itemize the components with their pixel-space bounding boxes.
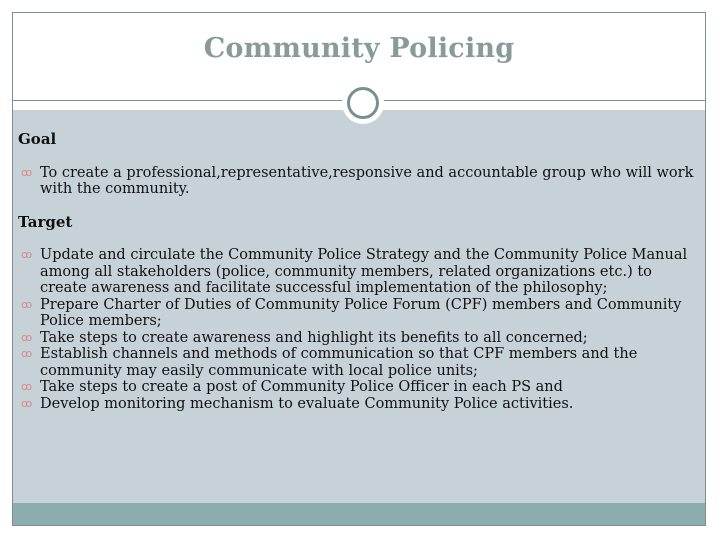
bullet-icon: ꝏ: [21, 297, 33, 311]
slide-content: [18, 128, 702, 412]
bullet-icon: ꝏ: [21, 165, 33, 179]
list-item-text: Take steps to create a post of Community Police Officer in each PS and: [40, 379, 563, 395]
list-item: [18, 396, 702, 413]
bullet-icon: ꝏ: [21, 396, 33, 410]
goal-list: [18, 165, 702, 198]
circle-ornament-icon: [342, 82, 384, 124]
ring-icon: [347, 87, 379, 119]
list-item: [18, 346, 702, 379]
list-item: [18, 247, 702, 297]
list-item-text: To create a professional,representative,responsive and accountable group who will work with the community.: [40, 164, 694, 197]
list-item-text: Establish channels and methods of communication so that CPF members and the community may easily communicate with local police units;: [40, 346, 638, 379]
list-item: [18, 330, 702, 347]
target-heading: Target: [18, 212, 73, 231]
list-item-text: Take steps to create awareness and highlight its benefits to all concerned;: [40, 329, 588, 346]
list-item-text: Update and circulate the Community Police Strategy and the Community Police Manual among all stakeholders (police, community members, related organizations etc.) to create awareness and facilitate successful implementation of the philosophy;: [40, 247, 688, 296]
bullet-icon: ꝏ: [21, 248, 33, 261]
list-item: [18, 379, 702, 396]
footer-band: [13, 503, 705, 525]
bullet-icon: ꝏ: [21, 380, 33, 393]
list-item: [18, 297, 702, 330]
bullet-icon: ꝏ: [21, 330, 33, 344]
target-list: [18, 247, 702, 412]
list-item-text: Prepare Charter of Duties of Community Police Forum (CPF) members and Community Police members;: [40, 296, 682, 329]
slide-title: Community Policing: [203, 33, 515, 64]
list-item-text: Develop monitoring mechanism to evaluate Community Police activities.: [40, 395, 574, 412]
bullet-icon: ꝏ: [21, 347, 33, 360]
list-item: [18, 165, 702, 198]
goal-heading: Goal: [18, 130, 57, 148]
